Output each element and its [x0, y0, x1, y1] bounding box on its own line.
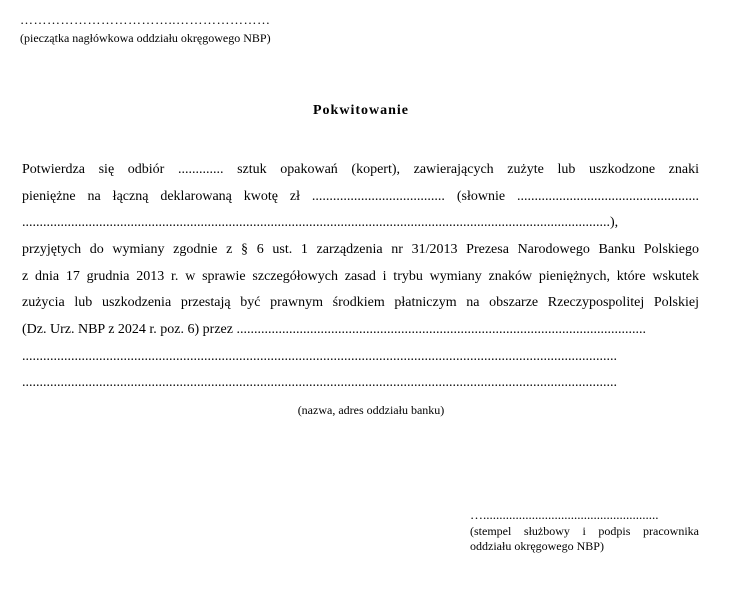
- signature-caption: [470, 524, 699, 554]
- stamp-placeholder-dots: ……………………………..…………………: [20, 12, 271, 27]
- body-line-5: z dnia 17 grudnia 2013 r. w sprawie szczegółowych zasad i trybu wymiany znaków pieniężnych, które wskutek: [22, 269, 699, 284]
- body-line-1: Potwierdza się odbiór ............. sztuk opakowań (kopert), zawierających zużyte lub uszkodzone znaki: [22, 162, 699, 177]
- body-line-9: ..........................................................................................................................................................................: [22, 375, 617, 390]
- body-line-7: (Dz. Urz. NBP z 2024 r. poz. 6) przez .....................................................................................................................: [22, 322, 646, 337]
- document-title: Pokwitowanie: [313, 103, 409, 118]
- body-line-2: pieniężne na łączną deklarowaną kwotę zł ...................................... (słownie ....................................................: [22, 189, 699, 204]
- bank-name-caption: (nazwa, adres oddziału banku): [297, 403, 445, 417]
- signature-caption-line-2: oddziału okręgowego NBP): [470, 539, 604, 553]
- body-line-3: ........................................................................................................................................................................),: [22, 215, 619, 230]
- signature-placeholder-dots: …......................................................: [470, 507, 659, 522]
- body-line-6: zużycia lub uszkodzenia przestają być prawnym środkiem płatniczym na obszarze Rzeczypospolitej Polskiej: [22, 295, 699, 310]
- stamp-caption: (pieczątka nagłówkowa oddziału okręgowego NBP): [20, 31, 271, 45]
- body-line-4: przyjętych do wymiany zgodnie z § 6 ust. 1 zarządzenia nr 31/2013 Prezesa Narodowego Banku Polskiego: [22, 242, 699, 257]
- body-line-8: ..........................................................................................................................................................................: [22, 349, 617, 364]
- signature-caption-line-1: (stempel służbowy i podpis pracownika: [470, 524, 699, 538]
